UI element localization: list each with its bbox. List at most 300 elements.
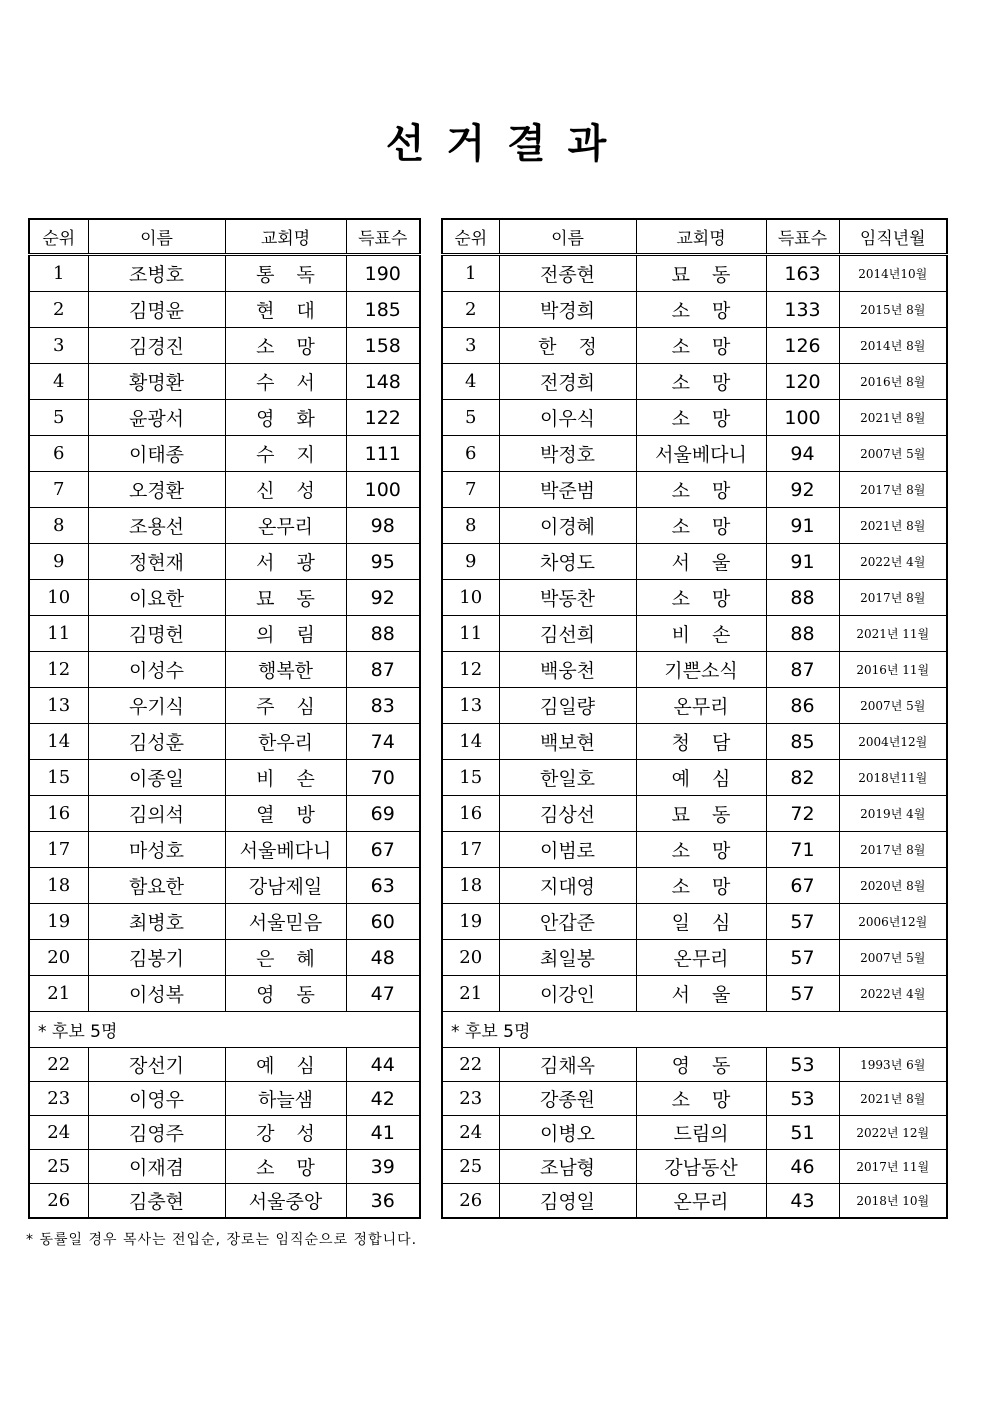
rank-cell: 21 [29, 976, 88, 1012]
name-cell: 이병오 [499, 1116, 636, 1150]
church-cell: 영화 [225, 400, 346, 436]
name-cell: 최병호 [88, 904, 225, 940]
church-cell: 서울믿음 [225, 904, 346, 940]
ordination-date-cell: 2021년 8월 [839, 508, 947, 544]
church-cell: 비손 [636, 616, 766, 652]
rank-cell: 23 [29, 1082, 88, 1116]
votes-cell: 70 [346, 760, 420, 796]
votes-cell: 53 [766, 1082, 839, 1116]
votes-cell: 88 [766, 580, 839, 616]
ordination-date-cell: 2022년 12월 [839, 1116, 947, 1150]
table-row [29, 832, 420, 868]
votes-cell: 126 [766, 328, 839, 364]
church-cell: 소망 [225, 328, 346, 364]
name-cell: 지대영 [499, 868, 636, 904]
votes-cell: 53 [766, 1048, 839, 1082]
rank-cell: 26 [29, 1184, 88, 1219]
ordination-date-cell: 2017년 11월 [839, 1150, 947, 1184]
name-cell: 함요한 [88, 868, 225, 904]
church-cell: 드림의 [636, 1116, 766, 1150]
votes-cell: 46 [766, 1150, 839, 1184]
ordination-date-cell: 2014년10월 [839, 255, 947, 292]
table-row [442, 544, 947, 580]
church-cell: 현대 [225, 292, 346, 328]
name-cell: 박정호 [499, 436, 636, 472]
name-cell: 김상선 [499, 796, 636, 832]
column-header: 순위 [29, 219, 88, 255]
rank-cell: 19 [442, 904, 499, 940]
votes-cell: 67 [766, 868, 839, 904]
church-cell: 묘동 [636, 796, 766, 832]
name-cell: 김채옥 [499, 1048, 636, 1082]
elder-results-table [441, 218, 948, 1219]
table-row [29, 796, 420, 832]
votes-cell: 48 [346, 940, 420, 976]
column-header: 교회명 [636, 219, 766, 255]
rank-cell: 8 [442, 508, 499, 544]
table-row [442, 328, 947, 364]
name-cell: 이성복 [88, 976, 225, 1012]
rank-cell: 9 [29, 544, 88, 580]
votes-cell: 91 [766, 508, 839, 544]
church-cell: 신성 [225, 472, 346, 508]
table-row [29, 616, 420, 652]
column-header: 득표수 [766, 219, 839, 255]
votes-cell: 42 [346, 1082, 420, 1116]
ordination-date-cell: 2016년 8월 [839, 364, 947, 400]
table-row [29, 255, 420, 292]
church-cell: 예심 [225, 1048, 346, 1082]
votes-cell: 57 [766, 940, 839, 976]
church-cell: 소망 [636, 508, 766, 544]
rank-cell: 2 [29, 292, 88, 328]
column-header: 득표수 [346, 219, 420, 255]
name-cell: 백웅천 [499, 652, 636, 688]
table-row [442, 1082, 947, 1116]
votes-cell: 190 [346, 255, 420, 292]
rank-cell: 9 [442, 544, 499, 580]
name-cell: 김영주 [88, 1116, 225, 1150]
name-cell: 김명헌 [88, 616, 225, 652]
name-cell: 이강인 [499, 976, 636, 1012]
church-cell: 비손 [225, 760, 346, 796]
votes-cell: 82 [766, 760, 839, 796]
table-row [442, 652, 947, 688]
column-header: 이름 [499, 219, 636, 255]
ordination-date-cell: 2017년 8월 [839, 832, 947, 868]
table-row [29, 436, 420, 472]
rank-cell: 6 [29, 436, 88, 472]
votes-cell: 100 [766, 400, 839, 436]
church-cell: 소망 [636, 328, 766, 364]
church-cell: 소망 [636, 364, 766, 400]
votes-cell: 88 [346, 616, 420, 652]
rank-cell: 23 [442, 1082, 499, 1116]
rank-cell: 17 [442, 832, 499, 868]
ordination-date-cell: 2007년 5월 [839, 940, 947, 976]
church-cell: 수서 [225, 364, 346, 400]
rank-cell: 5 [29, 400, 88, 436]
table-row [29, 688, 420, 724]
rank-cell: 10 [29, 580, 88, 616]
church-cell: 강남제일 [225, 868, 346, 904]
table-row [29, 976, 420, 1012]
name-cell: 안갑준 [499, 904, 636, 940]
table-row [29, 940, 420, 976]
pastor-results-table [28, 218, 421, 1219]
ordination-date-cell: 2014년 8월 [839, 328, 947, 364]
church-cell: 일심 [636, 904, 766, 940]
ordination-date-cell: 2022년 4월 [839, 976, 947, 1012]
name-cell: 김봉기 [88, 940, 225, 976]
rank-cell: 11 [29, 616, 88, 652]
rank-cell: 16 [442, 796, 499, 832]
rank-cell: 1 [442, 255, 499, 292]
rank-cell: 13 [442, 688, 499, 724]
name-cell: 김충현 [88, 1184, 225, 1219]
name-cell: 이영우 [88, 1082, 225, 1116]
column-header: 임직년월 [839, 219, 947, 255]
table-row [442, 868, 947, 904]
rank-cell: 25 [29, 1150, 88, 1184]
name-cell: 전종현 [499, 255, 636, 292]
name-cell: 박경희 [499, 292, 636, 328]
votes-cell: 92 [346, 580, 420, 616]
header-row [29, 219, 420, 255]
votes-cell: 91 [766, 544, 839, 580]
church-cell: 온무리 [636, 688, 766, 724]
church-cell: 하늘샘 [225, 1082, 346, 1116]
table-row [442, 904, 947, 940]
table-row [442, 724, 947, 760]
rank-cell: 4 [29, 364, 88, 400]
tie-rule-footnote: * 동률일 경우 목사는 전입순, 장로는 임직순으로 정합니다. [26, 1232, 418, 1248]
name-cell: 이태종 [88, 436, 225, 472]
rank-cell: 2 [442, 292, 499, 328]
rank-cell: 13 [29, 688, 88, 724]
candidates-subheading: * 후보 5명 [29, 1012, 420, 1048]
ordination-date-cell: 2018년 10월 [839, 1184, 947, 1219]
table-row [29, 1184, 420, 1219]
ordination-date-cell: 2015년 8월 [839, 292, 947, 328]
votes-cell: 63 [346, 868, 420, 904]
table-row [29, 508, 420, 544]
name-cell: 김선희 [499, 616, 636, 652]
church-cell: 온무리 [636, 940, 766, 976]
ordination-date-cell: 2019년 4월 [839, 796, 947, 832]
rank-cell: 11 [442, 616, 499, 652]
church-cell: 주심 [225, 688, 346, 724]
name-cell: 한일호 [499, 760, 636, 796]
rank-cell: 16 [29, 796, 88, 832]
votes-cell: 111 [346, 436, 420, 472]
church-cell: 청담 [636, 724, 766, 760]
votes-cell: 83 [346, 688, 420, 724]
votes-cell: 74 [346, 724, 420, 760]
votes-cell: 44 [346, 1048, 420, 1082]
church-cell: 묘동 [225, 580, 346, 616]
church-cell: 통독 [225, 255, 346, 292]
church-cell: 소망 [636, 868, 766, 904]
table-row [442, 760, 947, 796]
rank-cell: 17 [29, 832, 88, 868]
church-cell: 소망 [225, 1150, 346, 1184]
votes-cell: 92 [766, 472, 839, 508]
votes-cell: 88 [766, 616, 839, 652]
church-cell: 묘동 [636, 255, 766, 292]
name-cell: 조남형 [499, 1150, 636, 1184]
church-cell: 온무리 [225, 508, 346, 544]
column-header: 순위 [442, 219, 499, 255]
church-cell: 의림 [225, 616, 346, 652]
candidates-subheading-row [442, 1012, 947, 1048]
church-cell: 소망 [636, 580, 766, 616]
table-row [29, 868, 420, 904]
rank-cell: 15 [29, 760, 88, 796]
church-cell: 강성 [225, 1116, 346, 1150]
table-row [29, 328, 420, 364]
rank-cell: 24 [29, 1116, 88, 1150]
table-row [442, 688, 947, 724]
ordination-date-cell: 2020년 8월 [839, 868, 947, 904]
ordination-date-cell: 2021년 8월 [839, 400, 947, 436]
column-header: 이름 [88, 219, 225, 255]
rank-cell: 25 [442, 1150, 499, 1184]
church-cell: 강남동산 [636, 1150, 766, 1184]
rank-cell: 20 [442, 940, 499, 976]
ordination-date-cell: 2007년 5월 [839, 436, 947, 472]
table-row [29, 724, 420, 760]
ordination-date-cell: 2017년 8월 [839, 580, 947, 616]
votes-cell: 85 [766, 724, 839, 760]
votes-cell: 60 [346, 904, 420, 940]
votes-cell: 158 [346, 328, 420, 364]
name-cell: 이우식 [499, 400, 636, 436]
name-cell: 우기식 [88, 688, 225, 724]
name-cell: 조용선 [88, 508, 225, 544]
name-cell: 윤광서 [88, 400, 225, 436]
rank-cell: 15 [442, 760, 499, 796]
rank-cell: 4 [442, 364, 499, 400]
ordination-date-cell: 1993년 6월 [839, 1048, 947, 1082]
name-cell: 김성훈 [88, 724, 225, 760]
table-row [442, 436, 947, 472]
name-cell: 김의석 [88, 796, 225, 832]
votes-cell: 86 [766, 688, 839, 724]
church-cell: 열방 [225, 796, 346, 832]
name-cell: 오경환 [88, 472, 225, 508]
rank-cell: 26 [442, 1184, 499, 1219]
name-cell: 이요한 [88, 580, 225, 616]
votes-cell: 72 [766, 796, 839, 832]
votes-cell: 67 [346, 832, 420, 868]
rank-cell: 3 [442, 328, 499, 364]
table-row [442, 616, 947, 652]
table-row [29, 652, 420, 688]
table-row [442, 255, 947, 292]
church-cell: 소망 [636, 400, 766, 436]
table-row [442, 1150, 947, 1184]
table-row [29, 1116, 420, 1150]
church-cell: 소망 [636, 292, 766, 328]
votes-cell: 47 [346, 976, 420, 1012]
table-row [442, 580, 947, 616]
ordination-date-cell: 2022년 4월 [839, 544, 947, 580]
table-row [442, 796, 947, 832]
votes-cell: 43 [766, 1184, 839, 1219]
votes-cell: 148 [346, 364, 420, 400]
name-cell: 마성호 [88, 832, 225, 868]
church-cell: 서울 [636, 544, 766, 580]
church-cell: 서울 [636, 976, 766, 1012]
table-row [442, 364, 947, 400]
church-cell: 서울베다니 [225, 832, 346, 868]
rank-cell: 21 [442, 976, 499, 1012]
name-cell: 차영도 [499, 544, 636, 580]
table-row [442, 400, 947, 436]
rank-cell: 24 [442, 1116, 499, 1150]
name-cell: 박준범 [499, 472, 636, 508]
name-cell: 김경진 [88, 328, 225, 364]
votes-cell: 120 [766, 364, 839, 400]
church-cell: 영동 [225, 976, 346, 1012]
church-cell: 서울베다니 [636, 436, 766, 472]
name-cell: 김명윤 [88, 292, 225, 328]
name-cell: 한정 [499, 328, 636, 364]
church-cell: 소망 [636, 1082, 766, 1116]
table-row [29, 364, 420, 400]
name-cell: 장선기 [88, 1048, 225, 1082]
church-cell: 기쁜소식 [636, 652, 766, 688]
table-row [442, 1048, 947, 1082]
name-cell: 이재겸 [88, 1150, 225, 1184]
table-row [442, 292, 947, 328]
votes-cell: 98 [346, 508, 420, 544]
votes-cell: 122 [346, 400, 420, 436]
ordination-date-cell: 2021년 11월 [839, 616, 947, 652]
votes-cell: 185 [346, 292, 420, 328]
name-cell: 박동찬 [499, 580, 636, 616]
name-cell: 백보현 [499, 724, 636, 760]
church-cell: 예심 [636, 760, 766, 796]
table-row [29, 1150, 420, 1184]
table-row [29, 760, 420, 796]
page-title: 선거결과 [385, 120, 629, 167]
votes-cell: 57 [766, 904, 839, 940]
table-row [29, 544, 420, 580]
rank-cell: 6 [442, 436, 499, 472]
rank-cell: 18 [29, 868, 88, 904]
rank-cell: 5 [442, 400, 499, 436]
rank-cell: 3 [29, 328, 88, 364]
church-cell: 소망 [636, 472, 766, 508]
votes-cell: 36 [346, 1184, 420, 1219]
rank-cell: 14 [29, 724, 88, 760]
name-cell: 황명환 [88, 364, 225, 400]
ordination-date-cell: 2018년11월 [839, 760, 947, 796]
votes-cell: 69 [346, 796, 420, 832]
rank-cell: 22 [29, 1048, 88, 1082]
name-cell: 이성수 [88, 652, 225, 688]
name-cell: 최일봉 [499, 940, 636, 976]
table-row [29, 904, 420, 940]
rank-cell: 20 [29, 940, 88, 976]
table-row [442, 1184, 947, 1219]
rank-cell: 12 [442, 652, 499, 688]
table-row [442, 472, 947, 508]
table-row [442, 940, 947, 976]
name-cell: 정현재 [88, 544, 225, 580]
church-cell: 서울중앙 [225, 1184, 346, 1219]
votes-cell: 71 [766, 832, 839, 868]
rank-cell: 22 [442, 1048, 499, 1082]
ordination-date-cell: 2016년 11월 [839, 652, 947, 688]
votes-cell: 163 [766, 255, 839, 292]
church-cell: 은혜 [225, 940, 346, 976]
rank-cell: 19 [29, 904, 88, 940]
ordination-date-cell: 2006년12월 [839, 904, 947, 940]
votes-cell: 51 [766, 1116, 839, 1150]
rank-cell: 1 [29, 255, 88, 292]
ordination-date-cell: 2007년 5월 [839, 688, 947, 724]
ordination-date-cell: 2021년 8월 [839, 1082, 947, 1116]
votes-cell: 87 [766, 652, 839, 688]
candidates-subheading-row [29, 1012, 420, 1048]
name-cell: 이종일 [88, 760, 225, 796]
rank-cell: 14 [442, 724, 499, 760]
name-cell: 강종원 [499, 1082, 636, 1116]
votes-cell: 41 [346, 1116, 420, 1150]
ordination-date-cell: 2004년12월 [839, 724, 947, 760]
church-cell: 소망 [636, 832, 766, 868]
church-cell: 한우리 [225, 724, 346, 760]
table-row [442, 832, 947, 868]
ordination-date-cell: 2017년 8월 [839, 472, 947, 508]
votes-cell: 57 [766, 976, 839, 1012]
name-cell: 이범로 [499, 832, 636, 868]
table-row [29, 472, 420, 508]
rank-cell: 8 [29, 508, 88, 544]
candidates-subheading: * 후보 5명 [442, 1012, 947, 1048]
church-cell: 행복한 [225, 652, 346, 688]
rank-cell: 18 [442, 868, 499, 904]
rank-cell: 7 [442, 472, 499, 508]
votes-cell: 87 [346, 652, 420, 688]
table-row [442, 976, 947, 1012]
church-cell: 영동 [636, 1048, 766, 1082]
table-row [29, 1082, 420, 1116]
church-cell: 수지 [225, 436, 346, 472]
column-header: 교회명 [225, 219, 346, 255]
table-row [29, 1048, 420, 1082]
votes-cell: 95 [346, 544, 420, 580]
table-row [29, 292, 420, 328]
rank-cell: 12 [29, 652, 88, 688]
name-cell: 전경희 [499, 364, 636, 400]
church-cell: 서광 [225, 544, 346, 580]
rank-cell: 10 [442, 580, 499, 616]
table-row [442, 1116, 947, 1150]
table-row [29, 580, 420, 616]
church-cell: 온무리 [636, 1184, 766, 1219]
name-cell: 김영일 [499, 1184, 636, 1219]
votes-cell: 39 [346, 1150, 420, 1184]
votes-cell: 100 [346, 472, 420, 508]
votes-cell: 133 [766, 292, 839, 328]
name-cell: 이경혜 [499, 508, 636, 544]
table-row [442, 508, 947, 544]
name-cell: 김일량 [499, 688, 636, 724]
